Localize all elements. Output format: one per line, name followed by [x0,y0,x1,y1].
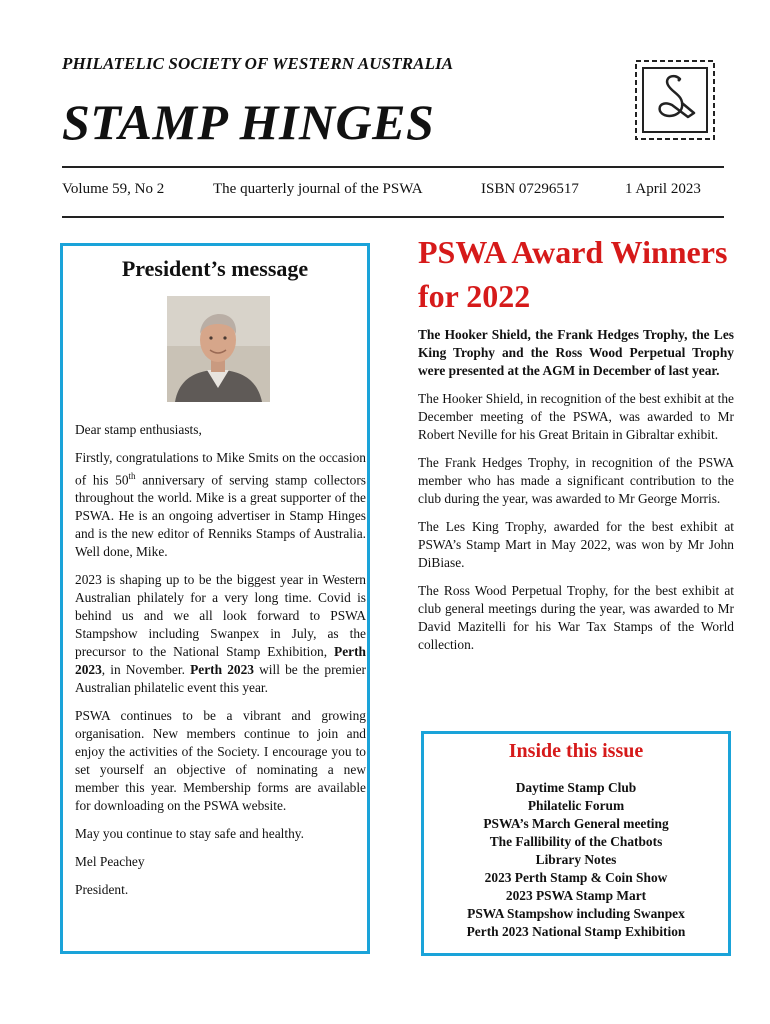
contents-item: Library Notes [535,852,617,867]
volume-number: Volume 59, No 2 [62,181,165,197]
contents-list [424,779,728,941]
signature-name: Mel Peachey [75,854,145,870]
issue-date: 1 April 2023 [625,181,701,197]
greeting: Dear stamp enthusiasts, [75,422,202,437]
contents-item: 2023 Perth Stamp & Coin Show [484,870,668,885]
awards-article [418,326,734,664]
paragraph: The Hooker Shield, in recognition of the best exhibit at the December meeting of the PSWA, was awarded to Mr Robert Neville for his Great Britain in Gibraltar exhibit. [418,391,734,442]
signature-role: President. [75,882,129,898]
contents-item: Daytime Stamp Club [515,780,637,795]
masthead-title: STAMP HINGES [62,94,435,150]
contents-item: PSWA Stampshow including Swanpex [467,906,685,921]
paragraph: 2023 is shaping up to be the biggest year in Western Australian philately for a very long time. Covid is behind us and we all look forward to PSWA Stampshow including Swanpex in July, as the precursor to the National Stamp Exhibition, Perth 2023, in November. Perth 2023 will be the premier Australian philatelic event this year. [75,572,367,696]
contents-item: 2023 PSWA Stamp Mart [505,888,647,903]
contents-item: PSWA’s March General meeting [483,816,669,831]
paragraph: The Ross Wood Perpetual Trophy, for the best exhibit at club general meetings during the year, was awarded to Mr David Mazitelli for his War Tax Stamps of the World collection. [418,583,734,652]
swan-stamp-icon [630,55,720,145]
header-bottom-rule [62,216,724,218]
isbn: ISBN 07296517 [481,181,579,197]
inside-this-issue-title: Inside this issue [508,740,644,762]
contents-item: The Fallibility of the Chatbots [489,834,663,849]
president-message-title: President’s message [121,256,309,281]
society-name: PHILATELIC SOCIETY OF WESTERN AUSTRALIA [62,54,454,73]
awards-intro: The Hooker Shield, the Frank Hedges Trophy, the Les King Trophy and the Ross Wood Perpetual Trophy were presented at the AGM in December of last year. [418,327,734,378]
header-top-rule [62,166,724,168]
president-message-box [60,243,370,954]
paragraph: PSWA continues to be a vibrant and growing organisation. New members continue to join and enjoy the activities of the Society. I encourage you to set yourself an objective of nominating a new member this year. Membership forms are available for downloading on the PSWA website. [75,708,366,814]
paragraph: The Les King Trophy, awarded for the best exhibit at PSWA’s Stamp Mart in May 2022, was won by Mr John DiBiase. [418,519,734,570]
paragraph: The Frank Hedges Trophy, in recognition of the PSWA member who has made a significant contribution to the club during the year, was awarded to Mr George Morris. [418,455,734,506]
paragraph: May you continue to stay safe and healthy. [75,826,304,842]
paragraph: Firstly, congratulations to Mike Smits on the occasion of his 50th anniversary of serving stamp collectors throughout the world. Mike is a great supporter of the PSWA. He is an ongoing advertiser in Stamp Hinges and is the new editor of Renniks Stamps of Australia. Well done, Mike. [75,450,366,560]
contents-item: Perth 2023 National Stamp Exhibition [466,924,686,939]
inside-this-issue-box [421,731,731,956]
contents-item: Philatelic Forum [527,798,625,813]
president-portrait [167,296,270,402]
journal-tagline: The quarterly journal of the PSWA [213,181,423,197]
president-message-body [75,421,366,909]
awards-headline: PSWA Award Winners for 2022 [418,234,728,314]
